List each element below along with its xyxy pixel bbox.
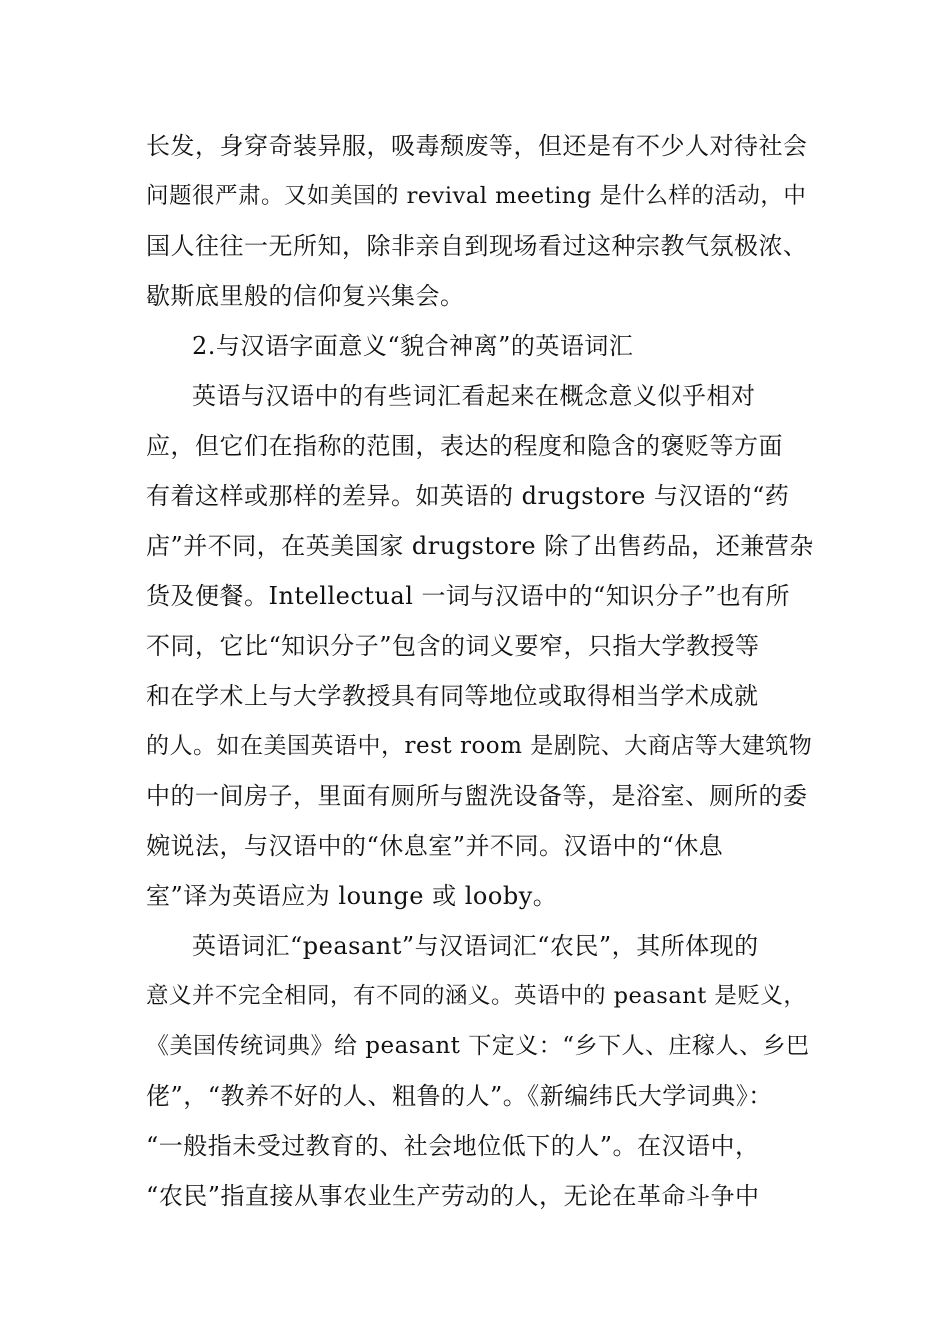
text-line: 应，但它们在指称的范围，表达的程度和隐含的褒贬等方面 [146,432,783,460]
text-line: 中的一间房子，里面有厕所与盥洗设备等，是浴室、厕所的委 [146,782,808,810]
text-line: 货及便餐。Intellectual 一词与汉语中的“知识分子”也有所 [146,582,791,610]
text-line: 有着这样或那样的差异。如英语的 drugstore 与汉语的“药 [146,482,790,510]
text-line: 佬”，“教养不好的人、粗鲁的人”。《新编纬氏大学词典》： [146,1082,773,1110]
section-heading: 2.与汉语字面意义“貌合神离”的英语词汇 [192,332,634,360]
text-line: 不同，它比“知识分子”包含的词义要窄，只指大学教授等 [146,632,760,660]
text-line: 意义并不完全相同，有不同的涵义。英语中的 peasant 是贬义， [146,983,807,1009]
text-line: 国人往往一无所知，除非亲自到现场看过这种宗教气氛极浓、 [146,232,808,260]
text-line: 和在学术上与大学教授具有同等地位或取得相当学术成就 [146,682,759,710]
text-line: 的人。如在美国英语中，rest room 是剧院、大商店等大建筑物 [146,733,813,759]
text-line: 长发，身穿奇装异服，吸毒颓废等，但还是有不少人对待社会 [146,132,808,160]
text-line: “农民”指直接从事农业生产劳动的人，无论在革命斗争中 [146,1182,760,1210]
text-line: 《美国传统词典》给 peasant 下定义：“乡下人、庄稼人、乡巴 [146,1033,810,1059]
text-line: 室”译为英语应为 lounge 或 looby。 [146,882,558,910]
text-line: 英语词汇“peasant”与汉语词汇“农民”，其所体现的 [192,932,759,960]
text-line: “一般指未受过教育的、社会地位低下的人”。在汉语中， [146,1132,760,1160]
text-line: 英语与汉语中的有些词汇看起来在概念意义似乎相对 [192,382,756,410]
text-line: 婉说法，与汉语中的“休息室”并不同。汉语中的“休息 [146,832,724,860]
text-line: 歇斯底里般的信仰复兴集会。 [146,282,465,310]
text-line: 店”并不同，在英美国家 drugstore 除了出售药品，还兼营杂 [146,532,814,560]
text-line: 问题很严肃。又如美国的 revival meeting 是什么样的活动，中 [146,183,807,209]
